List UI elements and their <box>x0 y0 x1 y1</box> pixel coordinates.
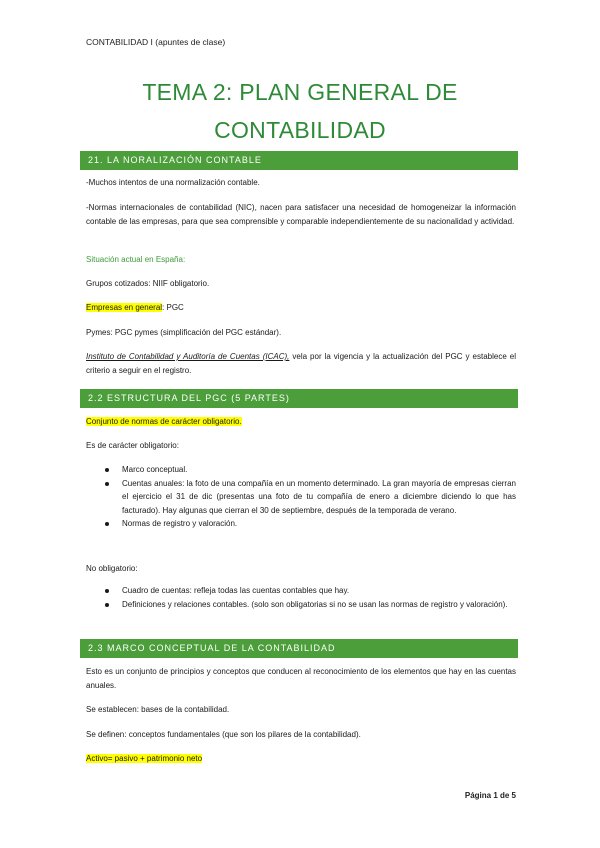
paragraph <box>86 415 516 429</box>
bullet-icon <box>105 589 109 593</box>
paragraph: No obligatorio: <box>86 564 138 573</box>
list-item <box>86 584 516 598</box>
subheading: Situación actual en España: <box>86 255 186 264</box>
section-heading-2: 2.2 ESTRUCTURA DEL PGC (5 PARTES) <box>80 389 518 408</box>
running-header: CONTABILIDAD I (apuntes de clase) <box>86 37 226 47</box>
paragraph: Esto es un conjunto de principios y conceptos que conducen al reconocimiento de los elementos que hay en las cuentas anuales. <box>86 667 516 690</box>
list-item <box>86 517 516 531</box>
list-item <box>86 463 516 477</box>
list-item <box>86 598 516 612</box>
title-line-1: TEMA 2: PLAN GENERAL DE <box>142 79 458 105</box>
list-item-text: Definiciones y relaciones contables. (solo son obligatorias si no se usan las normas de registro y valoración). <box>122 599 508 609</box>
paragraph: Grupos cotizados: NIIF obligatorio. <box>86 279 210 288</box>
text: : PGC <box>162 303 184 312</box>
highlight: Conjunto de normas de carácter obligatorio. <box>86 417 242 426</box>
list-item <box>86 477 516 518</box>
paragraph <box>86 752 516 766</box>
paragraph: Es de carácter obligatorio: <box>86 441 179 450</box>
icac-reference: Instituto de Contabilidad y Auditoría de Cuentas (ICAC), <box>86 352 290 361</box>
list-item-text: Cuentas anuales: la foto de una compañía en un momento determinado. La gran mayoría de empresas cierran el ejercicio el 31 de dic (presentas una foto de tu compañía de enero a diciembre diciendo lo que has facturado). Hay algunas que cierran el 30 de septiembre, después de la temporada de verano. <box>122 478 516 515</box>
paragraph: Se definen: conceptos fundamentales (que son los pilares de la contabilidad). <box>86 730 361 739</box>
paragraph <box>86 350 516 377</box>
page-number: Página 1 de 5 <box>464 791 516 800</box>
section-heading-1: 21. LA NORALIZACIÓN CONTABLE <box>80 151 518 170</box>
list-item-text: Marco conceptual. <box>122 465 188 474</box>
paragraph: -Muchos intentos de una normalización contable. <box>86 178 260 187</box>
bullet-icon <box>105 468 109 472</box>
list-item-text: Normas de registro y valoración. <box>122 519 238 528</box>
paragraph: Pymes: PGC pymes (simplificación del PGC estándar). <box>86 328 282 337</box>
title-line-2: CONTABILIDAD <box>214 117 386 143</box>
bullet-icon <box>105 482 109 486</box>
obligatory-list <box>86 463 516 531</box>
bullet-icon <box>105 603 109 607</box>
paragraph <box>86 301 516 315</box>
text: vela por la vigencia y la actualización del PGC y establece el criterio a seguir en el registro. <box>86 352 517 375</box>
document-title <box>60 73 540 149</box>
non-obligatory-list <box>86 584 516 611</box>
paragraph: -Normas internacionales de contabilidad (NIC), nacen para satisfacer una necesidad de homogeneizar la información contable de las empresas, para que sea comprensible y comparable independientemente de su nacionalidad y actividad. <box>86 203 516 226</box>
highlight: Activo= pasivo + patrimonio neto <box>86 754 203 763</box>
section-heading-3: 2.3 MARCO CONCEPTUAL DE LA CONTABILIDAD <box>80 639 518 658</box>
bullet-icon <box>105 522 109 526</box>
list-item-text: Cuadro de cuentas: refleja todas las cuentas contables que hay. <box>122 586 350 595</box>
paragraph: Se establecen: bases de la contabilidad. <box>86 705 230 714</box>
highlight: Empresas en general <box>86 303 163 312</box>
